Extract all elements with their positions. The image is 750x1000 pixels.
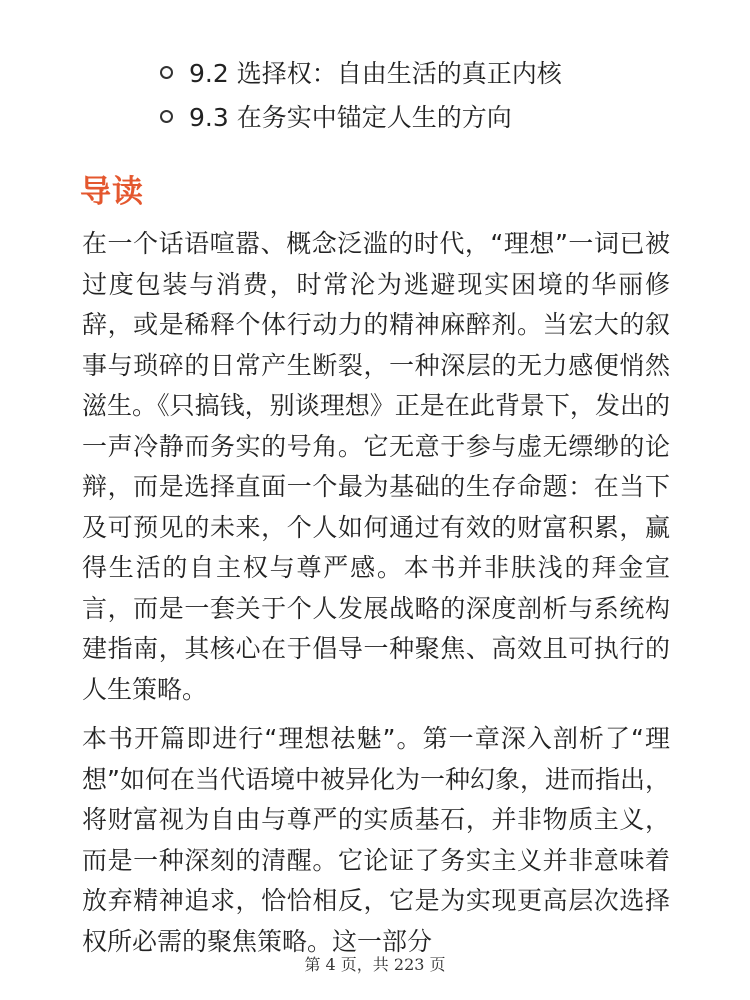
paragraph: 在一个话语喧嚣、概念泛滥的时代，“理想”一词已被过度包装与消费，时常沦为逃避现实困境的华丽修辞，或是稀释个体行动力的精神麻醉剂。当宏大的叙事与琐碎的日常产生断裂，一种深层的无力感便悄然滋生。《只搞钱，别谈理想》正是在此背景下，发出的一声冷静而务实的号角。它无意于参与虚无缥缈的论辩，而是选择直面一个最为基础的生存命题：在当下及可预见的未来，个人如何通过有效的财富积累，赢得生活的自主权与尊严感。本书并非肤浅的拜金宣言，而是一套关于个人发展战略的深度剖析与系统构建指南，其核心在于倡导一种聚焦、高效且可执行的人生策略。 bbox=[82, 229, 670, 704]
page-number: 第 4 页，共 223 页 bbox=[304, 955, 446, 974]
circle-bullet-icon bbox=[160, 110, 173, 123]
toc-item[interactable] bbox=[160, 94, 720, 138]
circle-bullet-icon bbox=[160, 66, 173, 79]
section-heading: 导读 bbox=[80, 174, 144, 210]
paragraph: 本书开篇即进行“理想祛魅”。第一章深入剖析了“理想”如何在当代语境中被异化为一种幻象，进而指出，将财富视为自由与尊严的实质基石，并非物质主义，而是一种深刻的清醒。它论证了务实主义并非意味着放弃精神追求，恰恰相反，它是为实现更高层次选择权所必需的聚焦策略。这一部分 bbox=[82, 724, 670, 956]
toc-item-label[interactable]: 9.3 在务实中锚定人生的方向 bbox=[189, 103, 512, 132]
body-text bbox=[82, 224, 670, 971]
toc-item-label[interactable]: 9.2 选择权：自由生活的真正内核 bbox=[189, 59, 562, 88]
table-of-contents bbox=[160, 50, 720, 138]
toc-item[interactable] bbox=[160, 50, 720, 94]
